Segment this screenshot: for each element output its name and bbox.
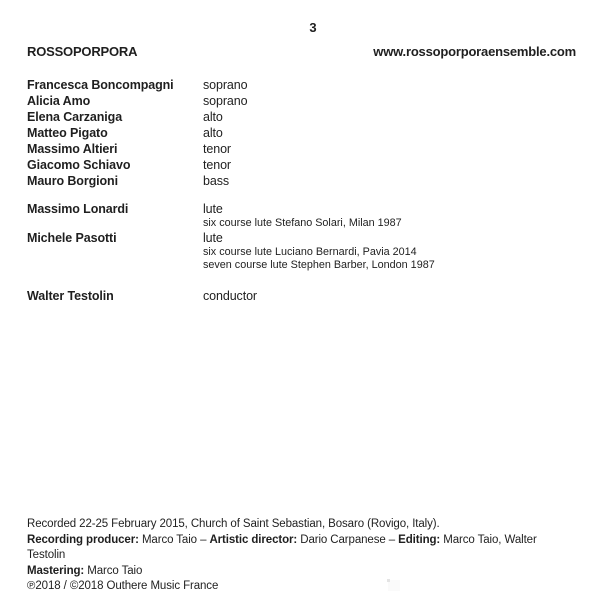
page-header — [27, 44, 576, 59]
performer-row — [27, 141, 576, 157]
performer-name: Mauro Borgioni — [27, 174, 118, 188]
performer-name: Massimo Lonardi — [27, 202, 129, 216]
credit-value: Marco Taio — [84, 564, 143, 577]
ensemble-name: ROSSOPORPORA — [27, 44, 138, 59]
credit-value: Dario Carpanese – — [297, 533, 399, 546]
performer-role: soprano — [203, 94, 248, 108]
credit-label: Artistic director: — [209, 533, 298, 546]
performer-row — [27, 77, 576, 93]
performer-roster — [27, 77, 576, 304]
performer-name: Walter Testolin — [27, 289, 114, 303]
page-number: 3 — [309, 20, 317, 35]
instrument-note: six course lute Stefano Solari, Milan 1987 — [203, 217, 402, 229]
scan-artifact — [388, 580, 400, 591]
performer-row — [27, 288, 576, 304]
performer-row — [27, 157, 576, 173]
performer-row — [27, 230, 576, 246]
credit-value: Marco Taio, Walter Testolin — [27, 533, 537, 561]
recording-info-line: Recorded 22-25 February 2015, Church of Saint Sebastian, Bosaro (Rovigo, Italy). — [27, 518, 440, 530]
performer-role: lute — [203, 202, 223, 216]
performer-row — [27, 125, 576, 141]
instrument-note: seven course lute Stephen Barber, London 1987 — [203, 259, 435, 271]
performer-name: Elena Carzaniga — [27, 110, 123, 124]
performer-name: Michele Pasotti — [27, 231, 117, 245]
performer-name: Alicia Amo — [27, 94, 91, 108]
performer-row — [27, 93, 576, 109]
performer-role: alto — [203, 110, 223, 124]
performer-name: Massimo Altieri — [27, 142, 118, 156]
performer-role: conductor — [203, 289, 257, 303]
production-credits-line — [27, 533, 576, 564]
credit-label: Mastering: — [27, 564, 85, 577]
performer-role: tenor — [203, 158, 231, 172]
performer-name: Francesca Boncompagni — [27, 78, 174, 92]
performer-row — [27, 109, 576, 125]
credits-block — [27, 517, 576, 595]
performer-name: Giacomo Schiavo — [27, 158, 131, 172]
mastering-credits-line — [27, 564, 576, 580]
website-text: www.rossoporporaensemble.com — [373, 44, 576, 59]
performer-role: tenor — [203, 142, 231, 156]
credit-label: Recording producer: — [27, 533, 139, 546]
performer-role: bass — [203, 174, 230, 188]
copyright-line: ℗2018 / ©2018 Outhere Music France — [27, 580, 219, 592]
performer-row — [27, 201, 576, 217]
performer-role: soprano — [203, 78, 248, 92]
credit-label: Editing: — [398, 533, 441, 546]
performer-role: lute — [203, 231, 223, 245]
performer-name: Matteo Pigato — [27, 126, 108, 140]
performer-role: alto — [203, 126, 223, 140]
instrument-note: six course lute Luciano Bernardi, Pavia 2014 — [203, 246, 417, 258]
credit-value: Marco Taio – — [138, 533, 210, 546]
performer-row — [27, 173, 576, 189]
